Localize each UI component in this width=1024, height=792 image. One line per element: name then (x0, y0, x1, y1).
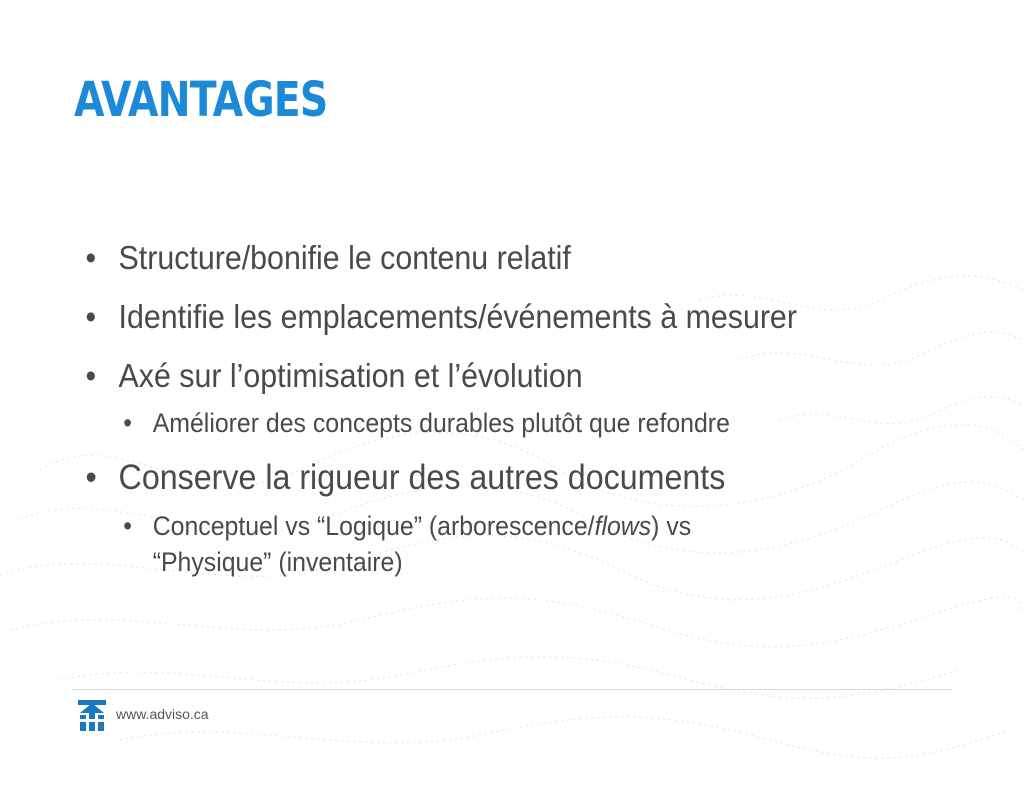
bullet-text: Identifie les emplacements/événements à mesurer (118, 298, 797, 335)
bullet-dot: • (85, 298, 97, 335)
sub-bullet-item (123, 508, 800, 580)
footer-url: www.adviso.ca (116, 706, 209, 722)
bullet-text: Améliorer des concepts durables plutôt que refondre (152, 408, 730, 438)
bullet-dot: • (123, 408, 132, 438)
bullet-text-part: ) vs (651, 511, 692, 541)
bullet-item (85, 236, 797, 280)
sub-bullet-item (123, 405, 800, 441)
bullet-item (85, 354, 797, 398)
bullet-dot: • (85, 357, 97, 394)
bullet-list (85, 236, 857, 594)
bullet-item (85, 295, 797, 339)
bullet-text-part: Conceptuel vs “Logique” (arborescence/ (152, 511, 595, 541)
bullet-text: Structure/bonifie le contenu relatif (118, 239, 571, 276)
bullet-text: Conserve la rigueur des autres documents (118, 458, 726, 497)
bullet-text-italic: flows (594, 511, 652, 541)
bullet-item (85, 455, 797, 501)
footer-divider (72, 689, 952, 690)
slide-title: AVANTAGES (74, 72, 328, 128)
bullet-dot: • (85, 239, 97, 276)
bullet-text: Axé sur l’optimisation et l’évolution (118, 357, 583, 394)
adviso-logo-icon (76, 697, 108, 733)
bullet-dot: • (123, 511, 132, 541)
bullet-dot: • (85, 458, 97, 497)
bullet-text-line2: “Physique” (inventaire) (152, 547, 403, 577)
